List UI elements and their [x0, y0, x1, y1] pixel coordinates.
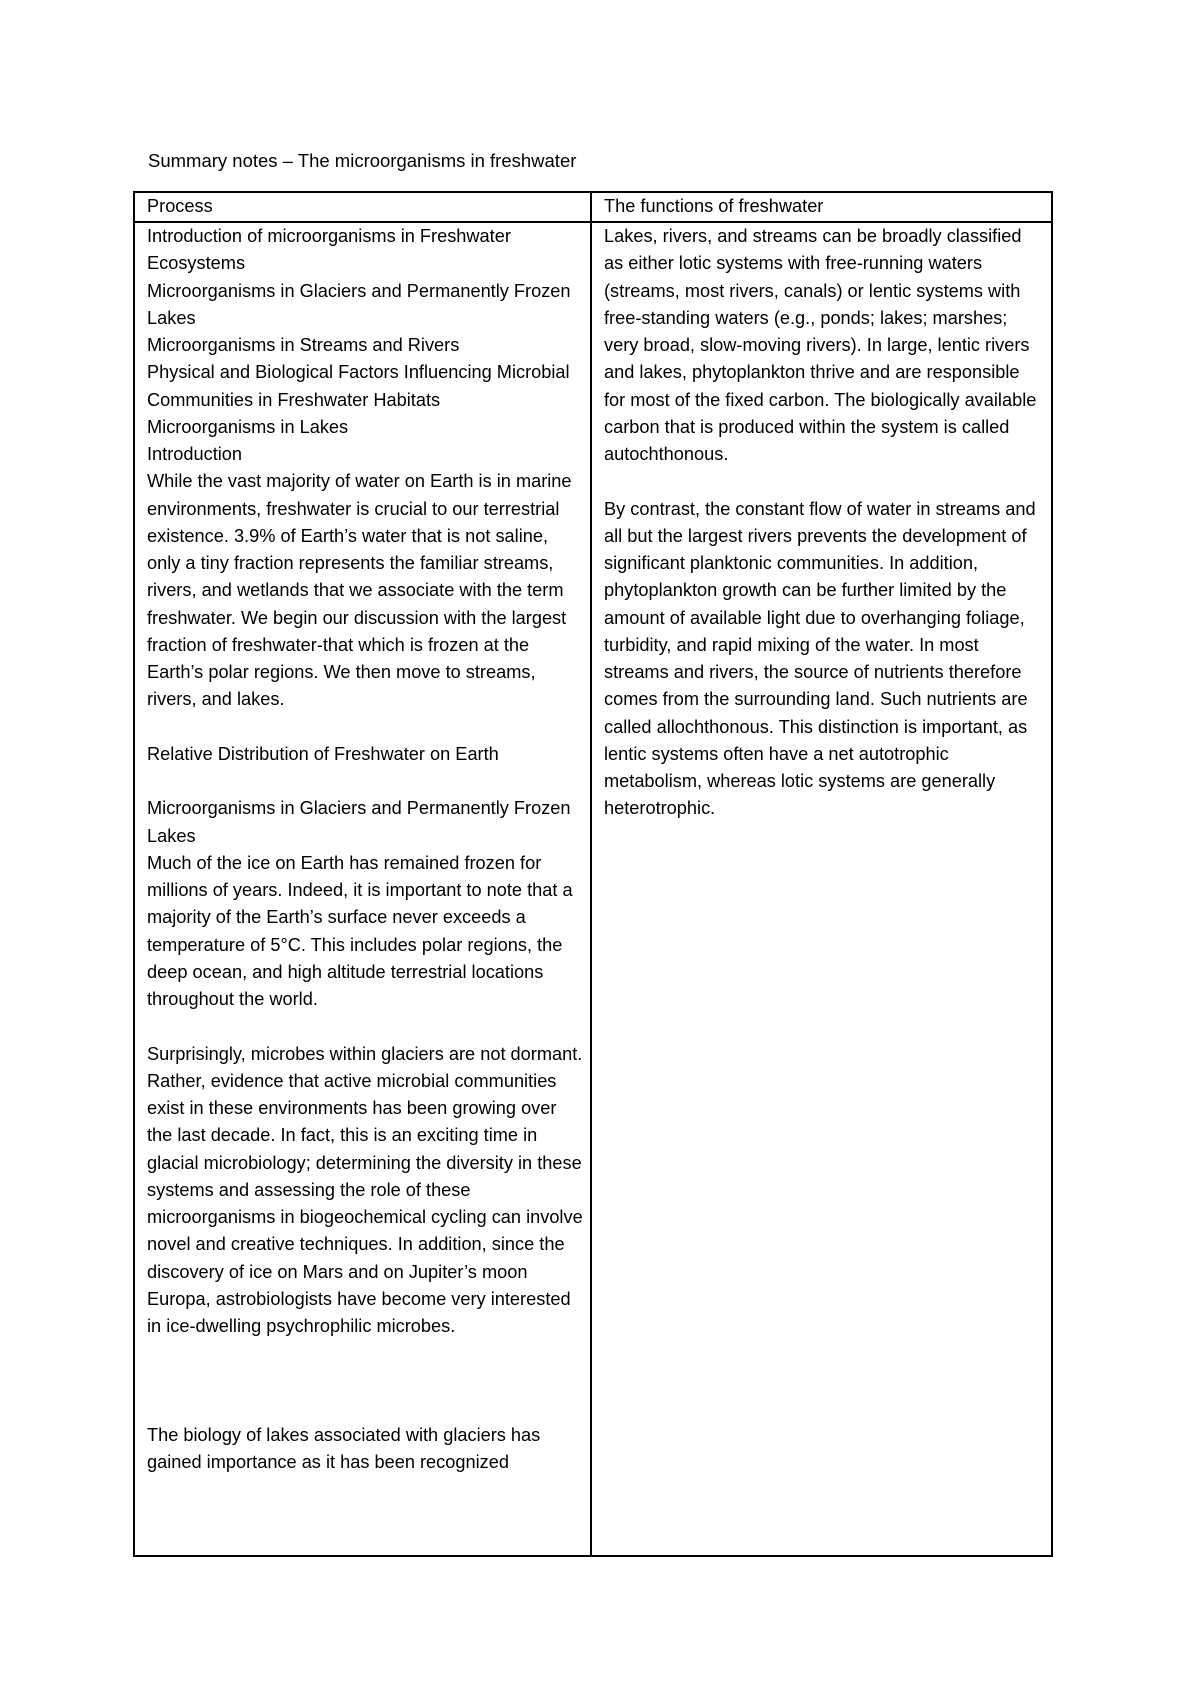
header-functions: The functions of freshwater	[591, 192, 1052, 222]
paragraph-freshwater-intro: While the vast majority of water on Earth is in marine environments, freshwater is crucial to our terrestrial existence. 3.9% of Earth’s water that is not saline, only a tiny fraction represents the familiar streams, rivers, and wetlands that we associate with the term freshwater. We begin our discussion with the largest fraction of freshwater-that which is frozen at the Earth’s polar regions. We then move to streams, rivers, and lakes.	[147, 471, 572, 710]
paragraph-streams-nutrients: By contrast, the constant flow of water in streams and all but the largest rivers prevents the development of significant planktonic communities. In addition, phytoplankton growth can be further limited by the amount of available light due to overhanging foliage, turbidity, and rapid mixing of the water. In most streams and rivers, the source of nutrients therefore comes from the surrounding land. Such nutrients are called allochthonous. This distinction is important, as lentic systems often have a net autotrophic metabolism, whereas lotic systems are generally heterotrophic.	[604, 498, 1036, 819]
header-process: Process	[134, 192, 591, 222]
heading-glaciers: Microorganisms in Glaciers and Permanently Frozen Lakes	[147, 280, 571, 328]
page-title: Summary notes – The microorganisms in freshwater	[148, 150, 577, 171]
heading-lakes: Microorganisms in Lakes	[147, 416, 349, 437]
heading-introduction: Introduction	[147, 444, 243, 464]
table-header-row	[134, 192, 1052, 222]
notes-table	[133, 191, 1053, 1557]
functions-cell	[591, 222, 1052, 1556]
subheading-glaciers: Microorganisms in Glaciers and Permanently Frozen Lakes	[147, 798, 571, 846]
heading-intro-microorganisms: Introduction of microorganisms in Freshwater Ecosystems	[147, 226, 511, 274]
table-body-row	[134, 222, 1052, 1556]
subheading-relative-distribution: Relative Distribution of Freshwater on Earth	[147, 743, 499, 764]
heading-physical-biological-factors: Physical and Biological Factors Influencing Microbial Communities in Freshwater Habitats	[147, 362, 570, 410]
paragraph-lotic-lentic: Lakes, rivers, and streams can be broadly classified as either lotic systems with free-running waters (streams, most rivers, canals) or lentic systems with free-standing waters (e.g., ponds; lakes; marshes; very broad, slow-moving rivers). In large, lentic rivers and lakes, phytoplankton thrive and are responsible for most of the fixed carbon. The biologically available carbon that is produced within the system is called autochthonous.	[604, 226, 1037, 464]
heading-streams-rivers: Microorganisms in Streams and Rivers	[147, 335, 460, 355]
paragraph-glacial-microbes: Surprisingly, microbes within glaciers are not dormant. Rather, evidence that active microbial communities exist in these environments has been growing over the last decade. In fact, this is an exciting time in glacial microbiology; determining the diversity in these systems and assessing the role of these microorganisms in biogeochemical cycling can involve novel and creative techniques. In addition, since the discovery of ice on Mars and on Jupiter’s moon Europa, astrobiologists have become very interested in ice-dwelling psychrophilic microbes.	[147, 1043, 583, 1336]
paragraph-ice-frozen: Much of the ice on Earth has remained frozen for millions of years. Indeed, it is important to note that a majority of the Earth’s surface never exceeds a temperature of 5°C. This includes polar regions, the deep ocean, and high altitude terrestrial locations throughout the world.	[147, 852, 573, 1009]
paragraph-glacier-lakes: The biology of lakes associated with glaciers has gained importance as it has been recognized	[147, 1425, 541, 1473]
process-cell	[134, 222, 591, 1556]
